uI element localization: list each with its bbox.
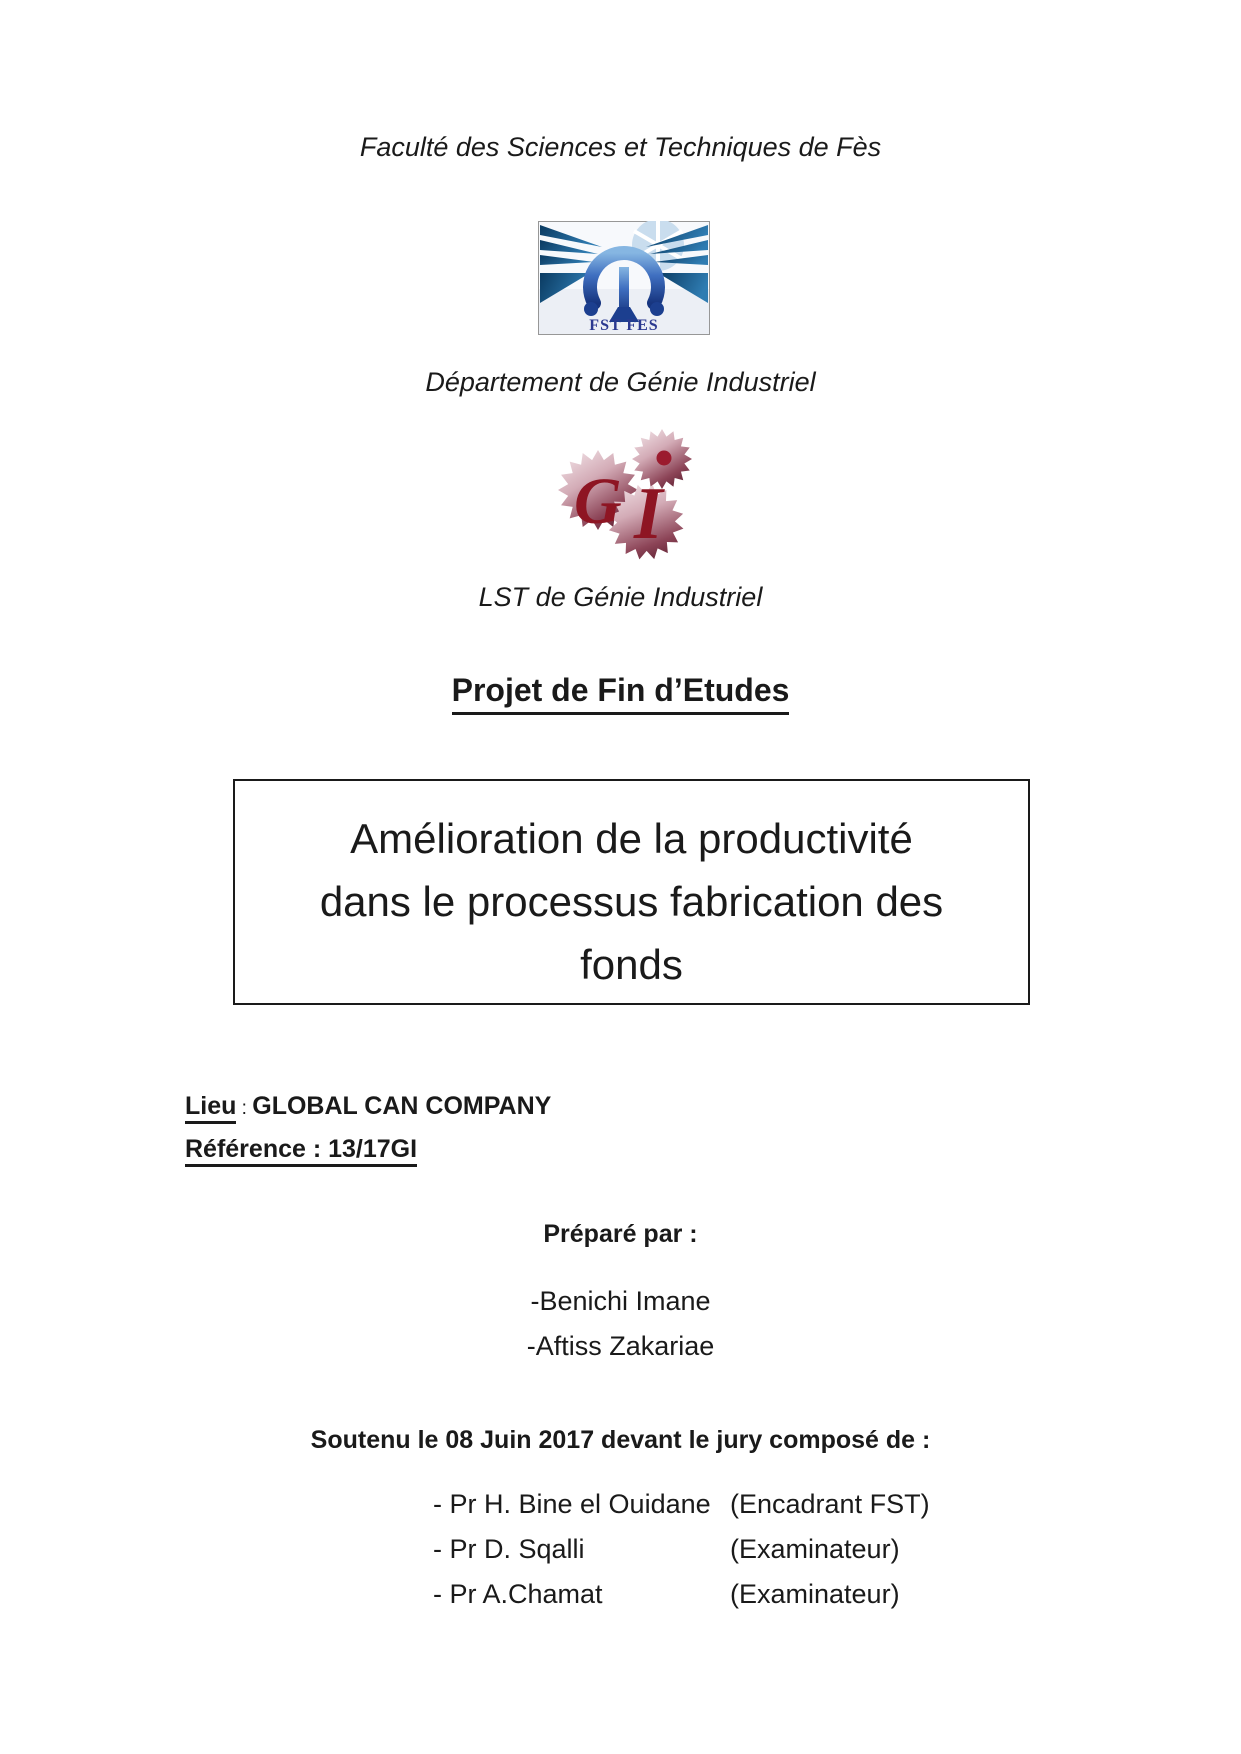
author-1: -Benichi Imane xyxy=(530,1286,711,1316)
reference-text: Référence : 13/17GI xyxy=(185,1135,417,1167)
lieu-label: Lieu xyxy=(185,1092,236,1124)
project-title-line-1: Amélioration de la productivité xyxy=(350,815,913,862)
gi-gears-icon xyxy=(550,426,710,566)
program-title: LST de Génie Industriel xyxy=(478,582,763,612)
project-info xyxy=(185,1086,551,1170)
lieu-value: GLOBAL CAN COMPANY xyxy=(252,1092,552,1120)
report-heading xyxy=(0,672,1241,715)
gi-letter-g: G xyxy=(574,465,622,538)
author-2: -Aftiss Zakariae xyxy=(526,1331,715,1361)
project-title-line-2: dans le processus fabrication des xyxy=(319,878,944,925)
jury-member-row xyxy=(433,1527,930,1572)
jury-member-row xyxy=(433,1572,930,1617)
jury-member-role: (Examinateur) xyxy=(730,1534,900,1564)
report-heading-text: Projet de Fin d’Etudes xyxy=(452,672,790,715)
lieu-line xyxy=(185,1086,551,1129)
faculty-title: Faculté des Sciences et Techniques de Fès xyxy=(359,132,882,162)
jury-list xyxy=(433,1482,930,1617)
jury-member-name: - Pr H. Bine el Ouidane xyxy=(433,1489,711,1519)
department-title: Département de Génie Industriel xyxy=(425,367,816,397)
prepared-by-label: Préparé par : xyxy=(543,1220,698,1248)
jury-intro: Soutenu le 08 Juin 2017 devant le jury composé de : xyxy=(310,1426,931,1454)
gi-logo xyxy=(550,426,710,566)
jury-member-role: (Examinateur) xyxy=(730,1579,900,1609)
jury-member-name: - Pr D. Sqalli xyxy=(433,1534,585,1564)
reference-line xyxy=(185,1129,551,1170)
jury-member-row xyxy=(433,1482,930,1527)
project-title-line-3: fonds xyxy=(580,941,683,988)
fst-fes-logo xyxy=(538,221,710,335)
fst-emblem-icon xyxy=(538,221,710,335)
jury-member-name: - Pr A.Chamat xyxy=(433,1579,603,1609)
gi-letter-i: I xyxy=(634,473,663,555)
fst-logo-caption: FST FES xyxy=(589,317,659,334)
lieu-separator: : xyxy=(236,1098,253,1119)
project-title-box xyxy=(233,779,1030,1005)
jury-member-role: (Encadrant FST) xyxy=(730,1489,930,1519)
